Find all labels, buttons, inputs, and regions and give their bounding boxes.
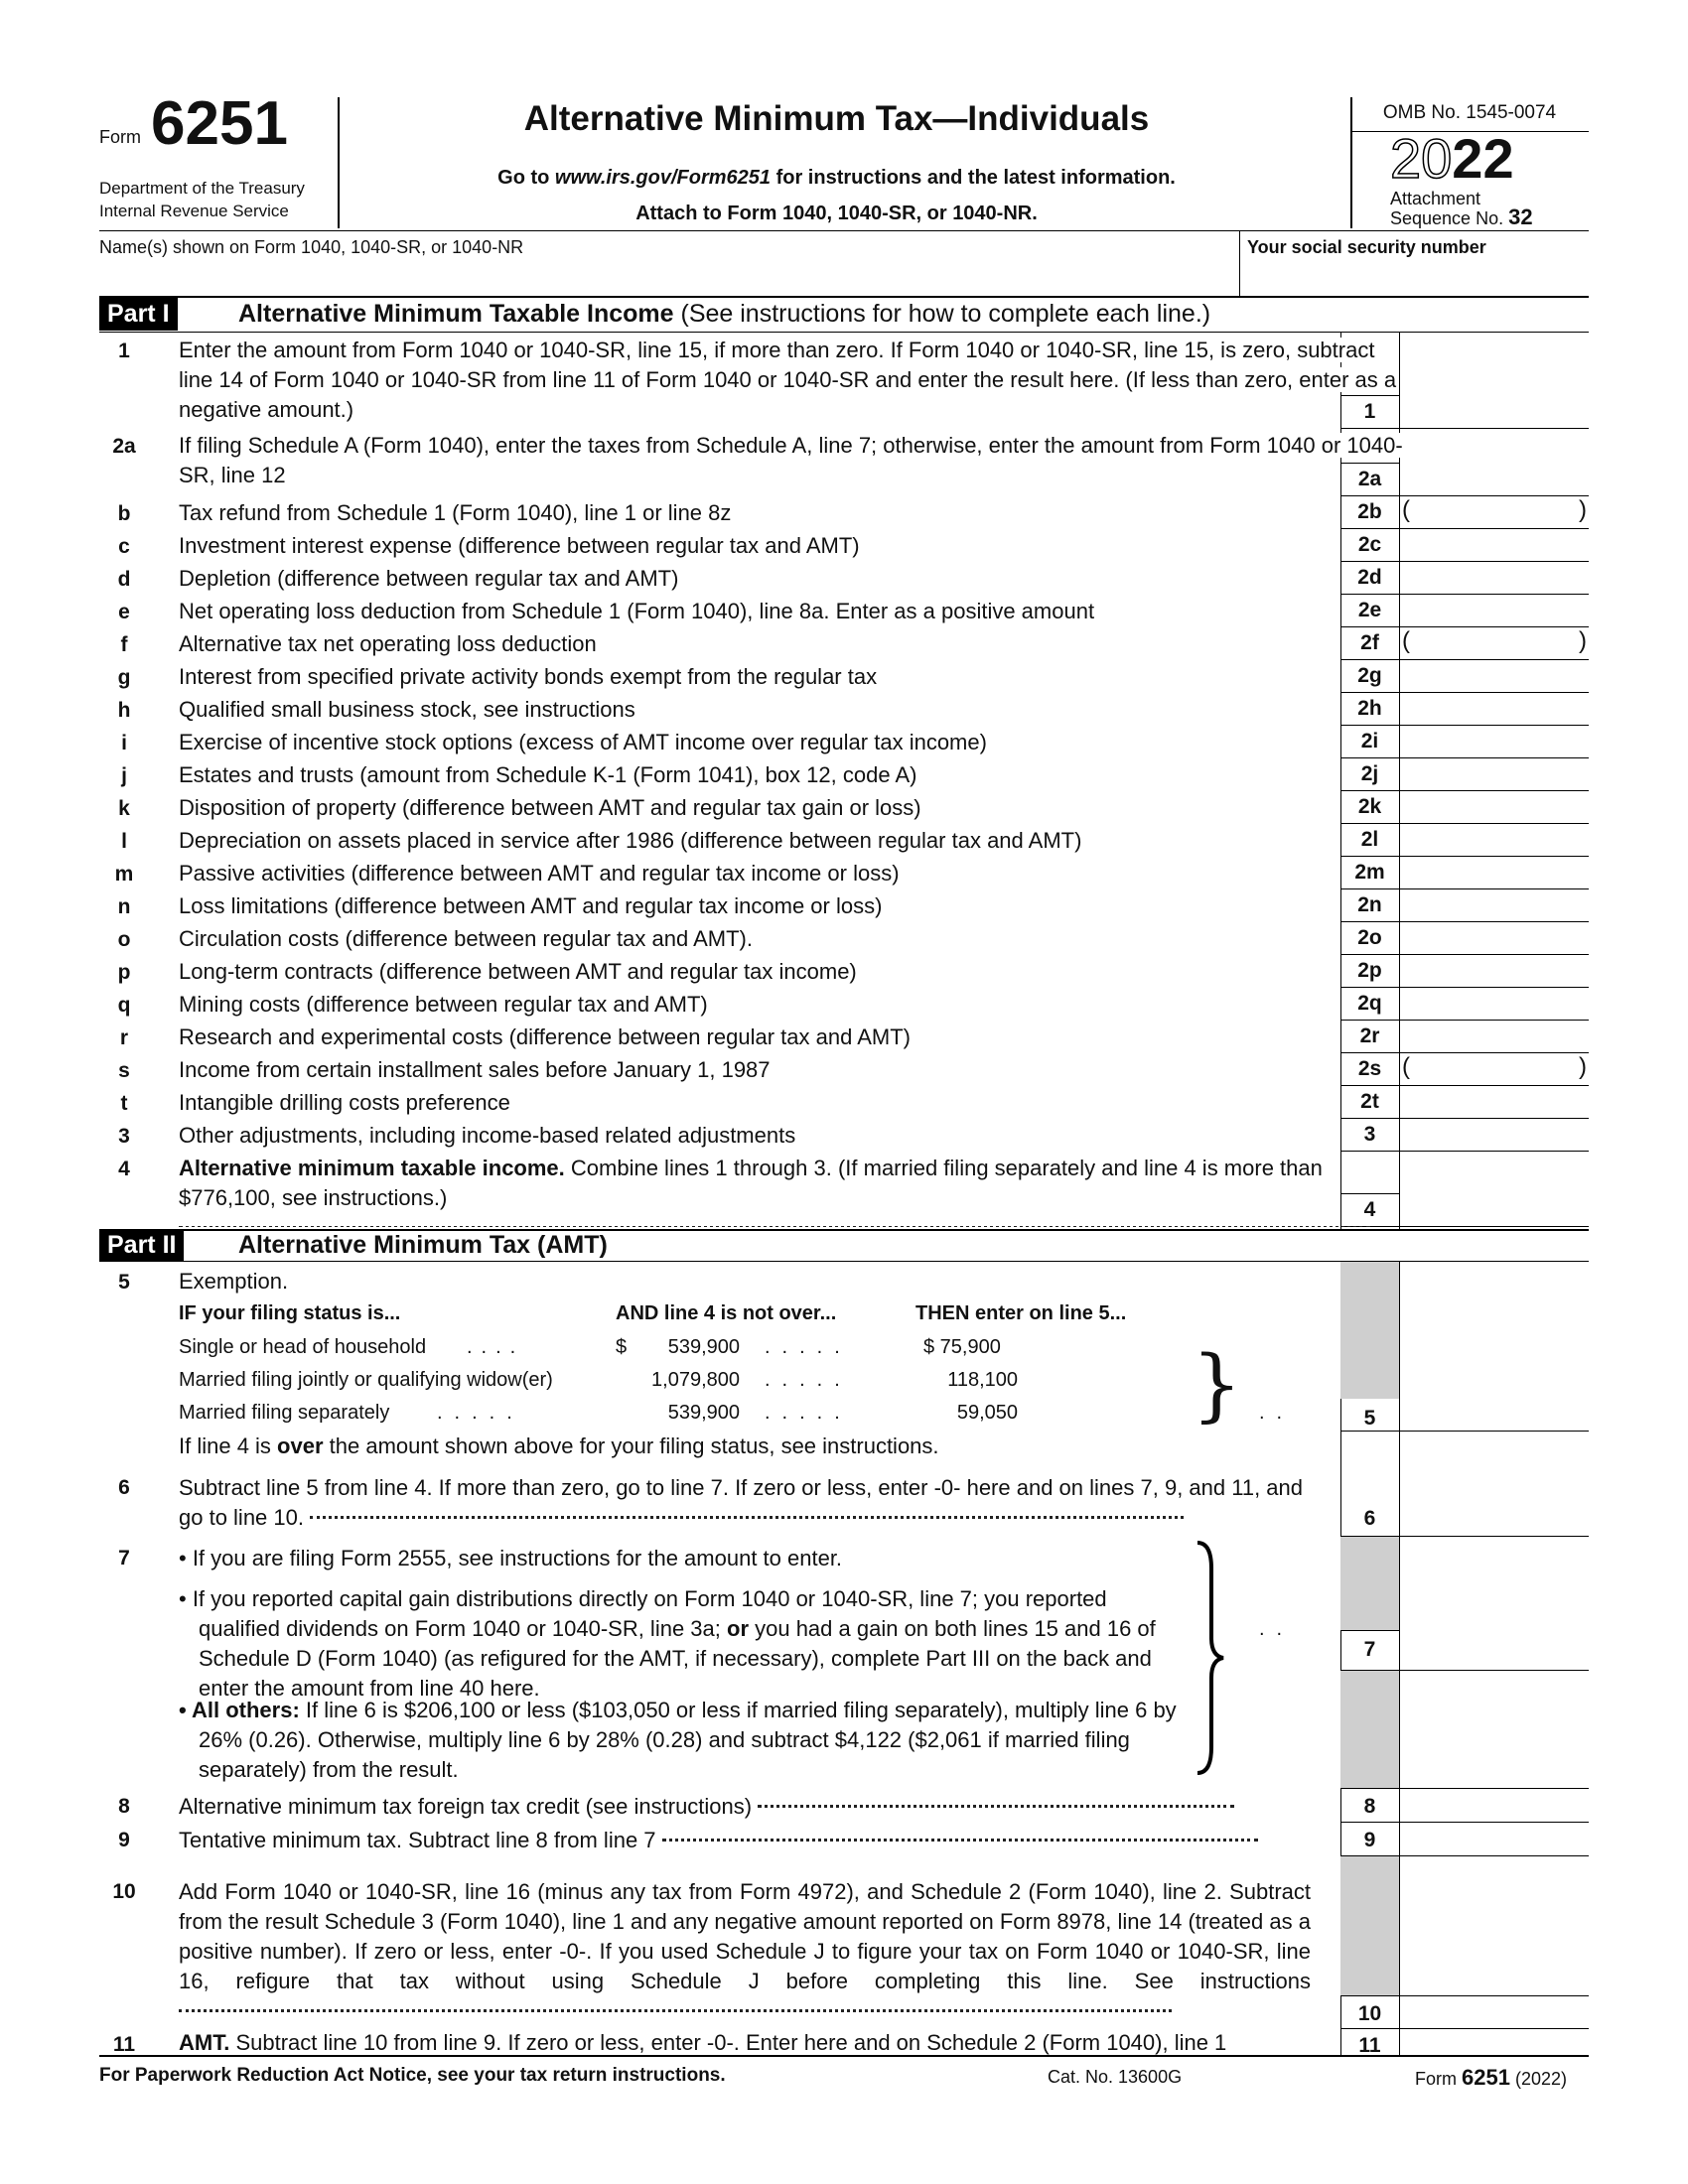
line-text: Qualified small business stock, see instructions [179,695,1410,726]
amount-field-2k[interactable] [1400,791,1589,824]
open-paren: ( [1402,1053,1410,1080]
line-text: Other adjustments, including income-based related adjustments [179,1121,1410,1152]
line-number: j [121,764,127,787]
line9-text: Tentative minimum tax. Subtract line 8 from line 7 [179,1826,1311,1855]
line6-amount-field[interactable] [1400,1494,1589,1536]
part1-line-2c [99,529,1589,562]
line-box-label: 2n [1357,893,1382,916]
part1-line-2d [99,562,1589,595]
part1-line-2a [99,429,1589,496]
line-box-label: 2l [1360,828,1379,851]
ssn-label: Your social security number [1247,237,1486,257]
amount-field-1[interactable] [1400,396,1589,429]
line9-amount-field[interactable] [1400,1823,1589,1855]
amount-field-2p[interactable] [1400,955,1589,988]
line-number: m [114,863,134,886]
open-paren: ( [1402,627,1410,654]
part1-line-2j [99,758,1589,791]
part1-line-2n [99,889,1589,922]
line-box-label: 2s [1357,1057,1382,1080]
line7-brace [1192,1539,1231,1777]
amount-field-2s[interactable] [1400,1053,1589,1086]
close-paren: ) [1579,1053,1587,1080]
line6-box: 6 [1363,1507,1376,1530]
line-box-label: 2e [1357,599,1382,621]
part1-title: Alternative Minimum Taxable Income (See instructions for how to complete each line.) [238,300,1211,328]
amount-field-2l[interactable] [1400,824,1589,857]
line5-rule [1340,1431,1589,1432]
exemption-dots: ..... [765,1369,852,1391]
line-text: Disposition of property (difference between AMT and regular tax gain or loss) [179,793,1410,824]
line-box-label: 2c [1357,533,1382,556]
part1-title-rule [99,332,1589,333]
part1-line-2p [99,955,1589,988]
part1-line-2h [99,693,1589,726]
exemption-status: Single or head of household [179,1336,427,1358]
line5-label: Exemption. [179,1269,289,1294]
part1-badge: Part I [99,298,178,331]
line-text: Exercise of incentive stock options (excess of AMT income over regular tax income) [179,728,1410,758]
exemption-dollar: $ [616,1336,628,1358]
line-box-label: 2b [1357,500,1382,523]
exemption-col-status: IF your filing status is... [179,1302,401,1324]
amount-field-2g[interactable] [1400,660,1589,693]
amount-field-2o[interactable] [1400,922,1589,955]
box-top-rule [1340,463,1399,464]
line-box-label: 3 [1363,1123,1376,1146]
form-word: Form [99,127,141,147]
line-number: e [118,601,130,623]
exemption-col-limit: AND line 4 is not over... [616,1302,837,1324]
exemption-limit: 539,900 [667,1336,740,1358]
part1-line-2l [99,824,1589,857]
line-text: Alternative tax net operating loss deduction [179,629,1410,660]
line7-shade-top [1340,1537,1399,1630]
line-number: 1 [118,340,130,362]
line5-amount-field[interactable] [1400,1399,1589,1431]
line5-brace: } [1192,1338,1242,1431]
box-top-rule [1340,1193,1399,1194]
name-field[interactable] [99,260,1231,296]
amount-field-2t[interactable] [1400,1086,1589,1119]
exemption-amount: 59,050 [956,1402,1018,1424]
line-number: l [121,830,127,853]
line8-box: 8 [1363,1795,1376,1818]
box-top-rule [1340,395,1399,396]
line-number: f [120,633,128,656]
exemption-dots: .... [467,1336,525,1358]
part2-badge: Part II [99,1230,184,1261]
amount-field-2b[interactable] [1400,496,1589,529]
line10-dots [179,1998,1172,2018]
footer-rule [99,2055,1589,2057]
line7-bullet-form2555: • If you are filing Form 2555, see instructions for the amount to enter. [179,1546,843,1570]
line10-top-rule [1340,1995,1589,1996]
line5-dots: .. [1259,1402,1295,1424]
line5-shade [1340,1262,1399,1399]
line6-dots [310,1505,1184,1525]
line-box-label: 2r [1359,1024,1380,1047]
line7-bullet-capital-gains: • If you reported capital gain distributions directly on Form 1040 or 1040-SR, line 7; you reported qualified dividends on Form 1040 or 1040-SR, line 3a; or you had a gain on both lines 15 and 16 of Schedule D (Form 1040) (as refigured for the AMT, if necessary), complete Part III on the back and enter the amount from line 40 here. [179,1586,1156,1701]
attach-note: Attach to Form 1040, 1040-SR, or 1040-NR. [635,203,1038,224]
sequence-number: 32 [1508,205,1533,229]
line5-note: If line 4 is over the amount shown above for your filing status, see instructions. [179,1433,939,1458]
line11-box: 11 [1358,2034,1381,2057]
line7-number: 7 [118,1547,130,1570]
line-text: Enter the amount from Form 1040 or 1040-SR, line 15, if more than zero. If Form 1040 or 1040-SR, line 15, is zero, subtract line 14 of Form 1040 or 1040-SR from line 11 of Form 1040 or 1040-SR and enter the result here. (If less than zero, enter as a negative amount.) [179,336,1410,429]
part1-line-2b [99,496,1589,529]
part2-title: Alternative Minimum Tax (AMT) [238,1231,608,1259]
department-label: Department of the Treasury [99,179,305,198]
part1-line-2f [99,627,1589,660]
line-number: s [118,1059,130,1082]
line9-box: 9 [1363,1829,1376,1851]
line-text: Estates and trusts (amount from Schedule K-1 (Form 1041), box 12, code A) [179,760,1410,791]
attachment-label: Attachment [1390,189,1481,208]
line-number: 3 [118,1125,130,1148]
part1-line-2q [99,988,1589,1021]
omb-number: OMB No. 1545-0074 [1382,102,1557,123]
line10-shade [1340,1856,1399,1995]
line7-dots: .. [1259,1618,1295,1640]
catalog-number: Cat. No. 13600G [1048,2067,1183,2087]
line10-number: 10 [112,1880,136,1903]
ssn-field[interactable] [1247,260,1585,296]
line7-box-top-rule [1340,1630,1399,1631]
amount-field-2j[interactable] [1400,758,1589,791]
line-text: Circulation costs (difference between regular tax and AMT). [179,924,1410,955]
line-text: Investment interest expense (difference between regular tax and AMT) [179,531,1410,562]
line-box-label: 2j [1360,762,1379,785]
amount-field-2e[interactable] [1400,595,1589,627]
amount-field-2f[interactable] [1400,627,1589,660]
line8-number: 8 [118,1795,130,1818]
line-box-label: 2k [1357,795,1382,818]
line-text: Depletion (difference between regular tax and AMT) [179,564,1410,595]
line-number: h [117,699,131,722]
amount-field-2c[interactable] [1400,529,1589,562]
line6-number: 6 [118,1476,130,1499]
line-box-label: 2f [1360,631,1379,654]
exemption-dots: ..... [437,1402,524,1424]
header-bottom-rule [99,230,1589,231]
amount-field-4[interactable] [1400,1194,1589,1227]
name-ssn-divider [1239,230,1240,296]
line8-dots [758,1794,1234,1814]
line-text: Net operating loss deduction from Schedule 1 (Form 1040), line 8a. Enter as a positive amount [179,597,1410,627]
line11-number: 11 [112,2033,136,2056]
close-paren: ) [1579,627,1587,654]
line-number: 2a [112,435,136,458]
amount-field-2a[interactable] [1400,464,1589,496]
line-text: Mining costs (difference between regular tax and AMT) [179,990,1410,1021]
line-text: Alternative minimum taxable income. Combine lines 1 through 3. (If married filing separately and line 4 is more than $776,100, see instructions.) [179,1154,1410,1227]
line-box-label: 2g [1357,664,1382,687]
line-text: Depreciation on assets placed in service after 1986 (difference between regular tax and AMT) [179,826,1410,857]
part1-line-2m [99,857,1589,889]
line-text: Tax refund from Schedule 1 (Form 1040), line 1 or line 8z [179,498,1410,529]
irs-label: Internal Revenue Service [99,202,289,220]
line-number: t [120,1092,128,1115]
part1-top-rule [99,296,1589,298]
amount-rule [1340,1226,1589,1227]
line5-box: 5 [1363,1407,1376,1430]
line11-text: AMT. Subtract line 10 from line 9. If zero or less, enter -0-. Enter here and on Schedule 2 (Form 1040), line 1 [179,2030,1227,2055]
line7-shade-bottom [1340,1670,1399,1788]
paperwork-notice: For Paperwork Reduction Act Notice, see your tax return instructions. [99,2065,726,2086]
part1-line-2i [99,726,1589,758]
part1-line-2e [99,595,1589,627]
name-label: Name(s) shown on Form 1040, 1040-SR, or 1040-NR [99,237,524,257]
amount-field-2q[interactable] [1400,988,1589,1021]
exemption-status: Married filing jointly or qualifying widow(er) [179,1369,553,1391]
form-title: Alternative Minimum Tax—Individuals [523,99,1150,138]
line8-amount-field[interactable] [1400,1789,1589,1822]
line-box-label: 2o [1357,926,1382,949]
line-text: Research and experimental costs (difference between regular tax and AMT) [179,1023,1410,1053]
line-text: If filing Schedule A (Form 1040), enter the taxes from Schedule A, line 7; otherwise, enter the amount from Form 1040 or 1040-SR, line 12 [179,431,1410,496]
line-text: Interest from specified private activity bonds exempt from the regular tax [179,662,1410,693]
exemption-limit: 1,079,800 [651,1369,740,1391]
amount-field-3[interactable] [1400,1119,1589,1152]
leader-dots [179,1217,1370,1227]
amount-field-2m[interactable] [1400,857,1589,889]
line-text: Intangible drilling costs preference [179,1088,1410,1119]
line-box-label: 2h [1357,697,1382,720]
line10-amount-field[interactable] [1400,1995,1589,2028]
exemption-amount: $ 75,900 [923,1336,1001,1358]
part1-line-2r [99,1021,1589,1053]
amount-field-2n[interactable] [1400,889,1589,922]
line-text: Passive activities (difference between AMT and regular tax income or loss) [179,859,1410,889]
line-box-label: 1 [1363,400,1376,423]
line-number: b [117,502,131,525]
line-number: c [118,535,130,558]
line11-amount-field[interactable] [1400,2029,1589,2055]
part1-line-2o [99,922,1589,955]
part1-line-1 [99,334,1589,429]
amount-field-2i[interactable] [1400,726,1589,758]
line-box-label: 2a [1357,468,1382,490]
sequence-label: Sequence No. 32 [1390,205,1533,229]
line-number: i [121,732,127,754]
form-number: 6251 [151,89,288,158]
goto-instructions: Go to www.irs.gov/Form6251 for instructions and the latest information. [497,167,1176,189]
part1-line-2t [99,1086,1589,1119]
line-box-label: 4 [1363,1198,1376,1221]
line-text: Long-term contracts (difference between AMT and regular tax income) [179,957,1410,988]
amount-field-2r[interactable] [1400,1021,1589,1053]
part1-line-2s [99,1053,1589,1086]
part1-line-2k [99,791,1589,824]
line-number: 4 [118,1158,130,1180]
line10-box: 10 [1357,2002,1382,2025]
line9-number: 9 [118,1829,130,1851]
line-box-label: 2t [1360,1090,1379,1113]
line-box-label: 2d [1357,566,1382,589]
line9-dots [662,1828,1258,1847]
line-text: Income from certain installment sales before January 1, 1987 [179,1055,1410,1086]
close-paren: ) [1579,496,1587,523]
exemption-dots: ..... [765,1336,852,1358]
line-number: n [117,895,131,918]
tax-year: 2022 [1390,127,1514,190]
line8-text: Alternative minimum tax foreign tax credit (see instructions) [179,1792,1311,1822]
line-number: q [117,994,131,1017]
open-paren: ( [1402,496,1410,523]
exemption-dots: ..... [765,1402,852,1424]
exemption-limit: 539,900 [667,1402,740,1424]
line-number: k [118,797,130,820]
exemption-status: Married filing separately [179,1402,390,1424]
exemption-col-amount: THEN enter on line 5... [915,1302,1127,1324]
line-box-label: 2i [1360,730,1379,752]
line-number: o [117,928,131,951]
line-text: Loss limitations (difference between AMT and regular tax income or loss) [179,891,1410,922]
line7-rule [1340,1670,1589,1671]
line7-box: 7 [1363,1638,1376,1661]
amount-field-2h[interactable] [1400,693,1589,726]
line5-number: 5 [118,1271,130,1294]
line7-amount-field[interactable] [1400,1630,1589,1670]
line7-bullet-all-others: • All others: If line 6 is $206,100 or less ($103,050 or less if married filing separately), multiply line 6 by 26% (0.26). Otherwise, multiply line 6 by 28% (0.28) and subtract $4,122 ($2,061 if married filing separately) from the result. [179,1698,1177,1782]
exemption-amount: 118,100 [947,1369,1018,1391]
part1-line-4 [99,1152,1589,1227]
part1-line-3 [99,1119,1589,1152]
line-number: g [117,666,131,689]
line-box-label: 2q [1357,992,1382,1015]
line10-text: Add Form 1040 or 1040-SR, line 16 (minus any tax from Form 4972), and Schedule 2 (Form 1040), line 2. Subtract from the result Schedule 3 (Form 1040), line 1 and any negative amount reported on Form 8978, line 14 (treated as a positive number). If zero or less, enter -0-. If you used Schedule J to figure your tax on Form 1040 or 1040-SR, line 16, refigure that tax without using Schedule J before completing this line. See instructions [179,1877,1311,2026]
line-box-label: 2m [1354,861,1385,884]
part1-line-2g [99,660,1589,693]
line-box-label: 2p [1357,959,1382,982]
amount-field-2d[interactable] [1400,562,1589,595]
line-number: d [117,568,131,591]
footer-form-id: Form 6251 (2022) [1415,2065,1568,2090]
line6-text: Subtract line 5 from line 4. If more than zero, go to line 7. If zero or less, enter -0- here and on lines 7, 9, and 11, and go to line 10. [179,1475,1304,1530]
line-number: p [117,961,131,984]
irs-url[interactable]: www.irs.gov/Form6251 [554,167,772,189]
line-number: r [119,1026,129,1049]
